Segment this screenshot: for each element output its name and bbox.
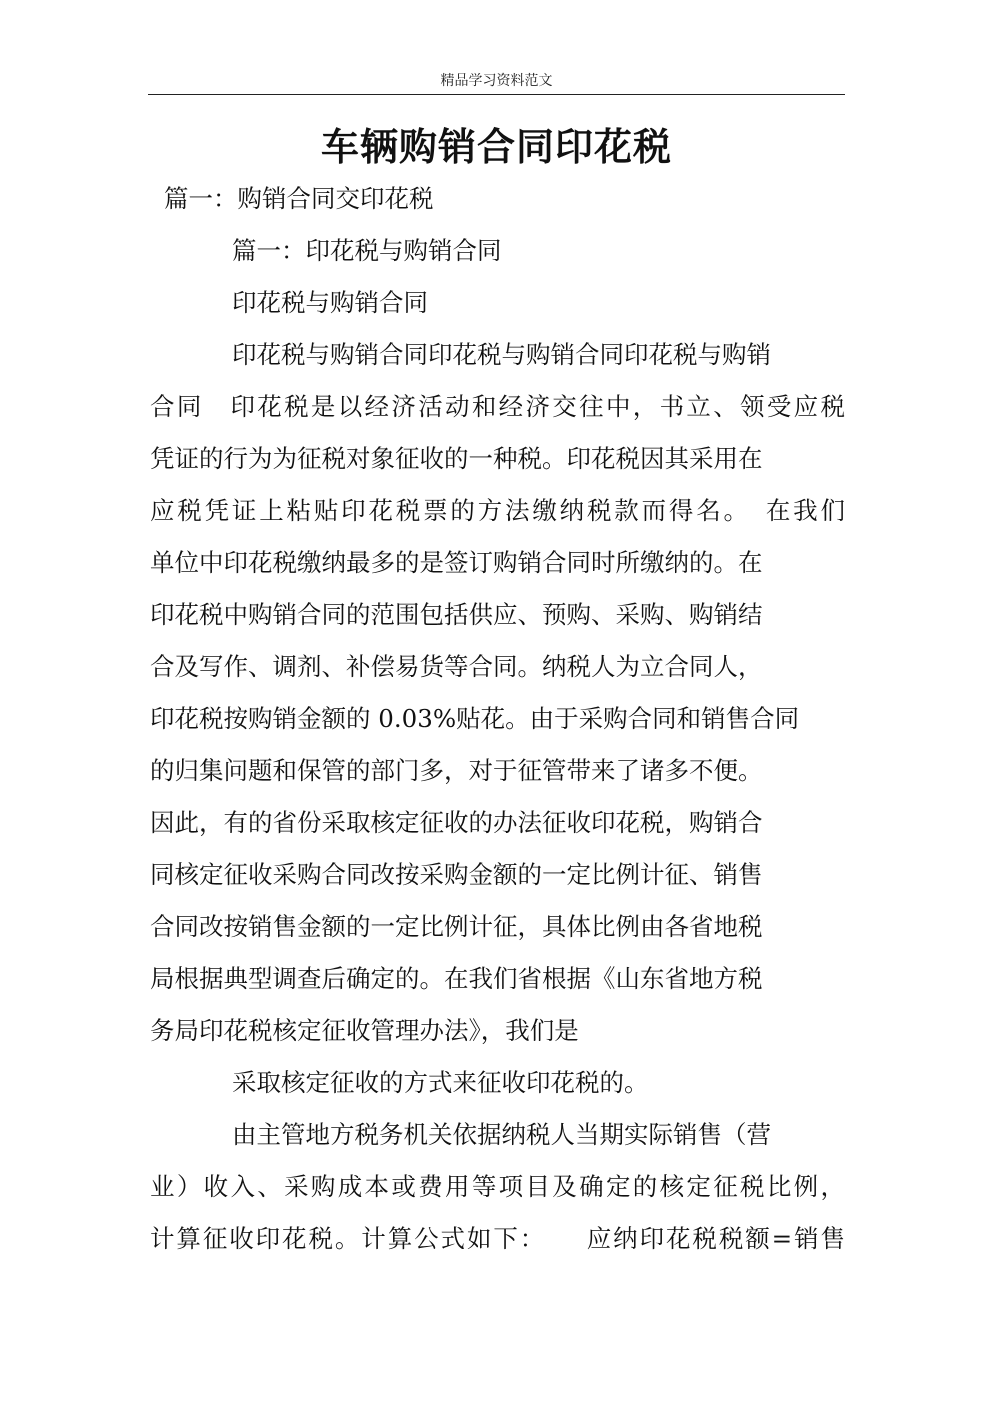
paragraph-line: 合同改按销售金额的一定比例计征，具体比例由各省地税 (150, 912, 763, 941)
paragraph-line: 业）收入、采购成本或费用等项目及确定的核定征税比例， (150, 1172, 845, 1201)
page-header (148, 68, 845, 95)
paragraph-line: 应税凭证上粘贴印花税票的方法缴纳税款而得名。 在我们 (150, 496, 845, 525)
paragraph-line: 印花税与购销合同印花税与购销合同印花税与购销 (232, 340, 771, 369)
paragraph-line: 局根据典型调查后确定的。在我们省根据《山东省地方税 (150, 964, 763, 993)
paragraph-line: 单位中印花税缴纳最多的是签订购销合同时所缴纳的。在 (150, 548, 763, 577)
paragraph-line: 由主管地方税务机关依据纳税人当期实际销售（营 (232, 1120, 771, 1149)
paragraph-line: 务局印花税核定征收管理办法》，我们是 (150, 1016, 579, 1045)
paragraph-line: 因此，有的省份采取核定征收的办法征收印花税，购销合 (150, 808, 763, 837)
section-heading-1: 篇一：购销合同交印花税 (164, 184, 434, 213)
paragraph-line: 合同 印花税是以经济活动和经济交往中，书立、领受应税 (150, 392, 845, 421)
paragraph-line: 凭证的行为为征税对象征收的一种税。印花税因其采用在 (150, 444, 763, 473)
paragraph-line: 同核定征收采购合同改按采购金额的一定比例计征、销售 (150, 860, 763, 889)
document-title: 车辆购销合同印花税 (320, 125, 672, 169)
paragraph-line: 印花税按购销金额的 0.03%贴花。由于采购合同和销售合同 (150, 704, 800, 733)
section-subheading: 印花税与购销合同 (232, 288, 428, 317)
paragraph-line: 印花税中购销合同的范围包括供应、预购、采购、购销结 (150, 600, 763, 629)
paragraph-line: 合及写作、调剂、补偿易货等合同。纳税人为立合同人， (150, 652, 763, 681)
paragraph-line: 采取核定征收的方式来征收印花税的。 (232, 1068, 649, 1097)
section-heading-2: 篇一：印花税与购销合同 (232, 236, 502, 265)
paragraph-line: 的归集问题和保管的部门多，对于征管带来了诸多不便。 (150, 756, 763, 785)
header-text: 精品学习资料范文 (440, 73, 553, 89)
paragraph-line: 计算征收印花税。计算公式如下： 应纳印花税税额=销售 (150, 1224, 845, 1253)
